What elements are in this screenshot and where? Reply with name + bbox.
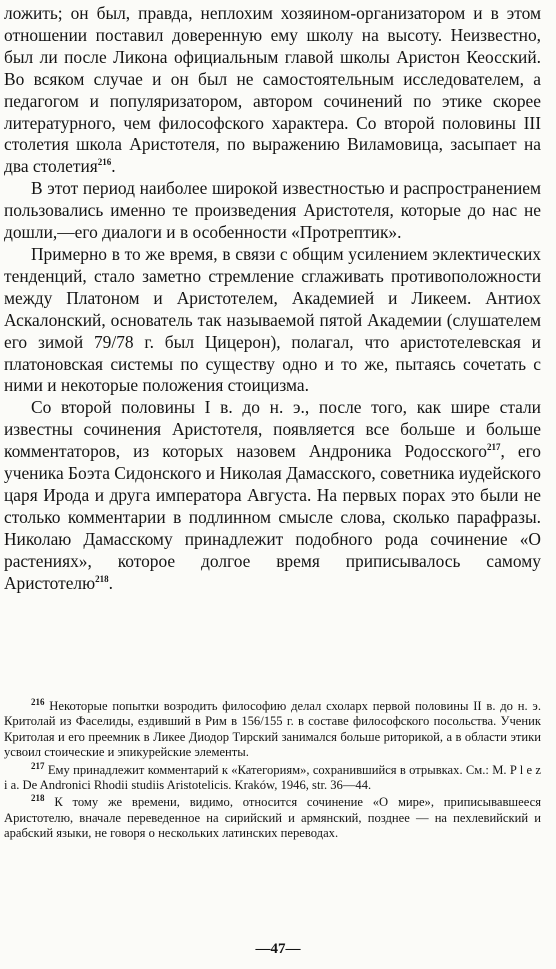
footnote-ref-217: 217 (487, 442, 501, 453)
paragraph-3-text: Примерно в то же время, в связи с общим усилением эклектических тенденций, стало заметно стремление сглаживать противоположности между Платоном и Аристотелем, Академией и Ликеем. Антиох Аскалонский, основатель так называемой пятой Академии (слушателем его зимой 79/78 г. был Цицерон), полагал, что аристотелевская и платоновская системы по существу одно и то же, пытаясь сочетать с ними и некоторые положения стоицизма. (4, 243, 541, 396)
footnote-ref-218: 218 (95, 573, 109, 584)
footnote-218 (4, 795, 541, 841)
footnotes (4, 696, 541, 844)
paragraph-4-text: Со второй половины I в. до н. э., после того, как шире стали известны сочинения Аристотеля, появляется все больше и больше комментаторов, из которых назовем Андроника Родосского (4, 397, 541, 462)
paragraph-2-text: В этот период наиболее широкой известностью и распространением пользовались именно те произведения Аристотеля, которые до нас не дошли,—его диалоги и в особенности «Протрептик». (4, 178, 541, 243)
paragraph-4-tail-2: . (108, 572, 113, 593)
main-text (4, 3, 541, 594)
page-number: —47— (255, 941, 301, 957)
paragraph-3 (4, 244, 541, 397)
footnote-text: К тому же времени, видимо, относится сочинение «О мире», приписывавшееся Аристотелю, вначале переведенное на сирийский и армянский, позднее — на пехлевийский и арабский языки, не говоря о нескольких латинских переводах. (4, 795, 541, 841)
footnote-text: Ему принадлежит комментарий к «Категориям», сохранившийся в отрывках. См.: M. P l e z i a. De Andronici Rhodii studiis Aristotelicis. Kraków, 1946, str. 36—44. (4, 762, 541, 793)
footnote-number: 217 (31, 760, 45, 771)
paragraph-4-tail: , его ученика Боэта Сидонского и Николая Дамасского, советника иудейского царя Ирода и друга императора Августа. На первых порах это были не столько комментарии в подлинном смысле слова, сколько парафразы. Николаю Дамасскому принадлежит подобного рода сочинение «О растениях», которое долгое время приписывалось самому Аристотелю (4, 441, 541, 593)
paragraph-1 (4, 3, 541, 178)
footnote-text: Некоторые попытки возродить философию делал схоларх первой половины II в. до н. э. Критолай из Фаселиды, ездивший в Рим в 156/155 г. в составе философского посольства. Ученик Критолая и его преемник в Ликее Диодор Тирский занимался больше риторикой, а в области этики усвоил стоические и эпикурейские элементы. (4, 699, 541, 760)
footnote-217 (4, 760, 541, 794)
paragraph-1-tail: . (111, 156, 116, 177)
footnote-216 (4, 696, 541, 761)
footnote-number: 218 (31, 793, 45, 804)
footnote-number: 216 (31, 696, 45, 707)
footnote-ref-216: 216 (97, 157, 112, 168)
paragraph-2 (4, 178, 541, 244)
paragraph-1-text: ложить; он был, правда, неплохим хозяином-организатором и в этом отношении поставил доверенную ему школу на высоту. Неизвестно, был ли после Ликона официальным главой школы Аристон Кеосский. Во всяком случае и он был не самостоятельным исследователем, а педагогом и популяризатором, автором сочинений по этике скорее литературного, чем философского характера. Со второй половины III столетия школа Аристотеля, по выражению Виламовица, засыпает на два столетия (4, 3, 541, 177)
paragraph-4 (4, 397, 541, 594)
